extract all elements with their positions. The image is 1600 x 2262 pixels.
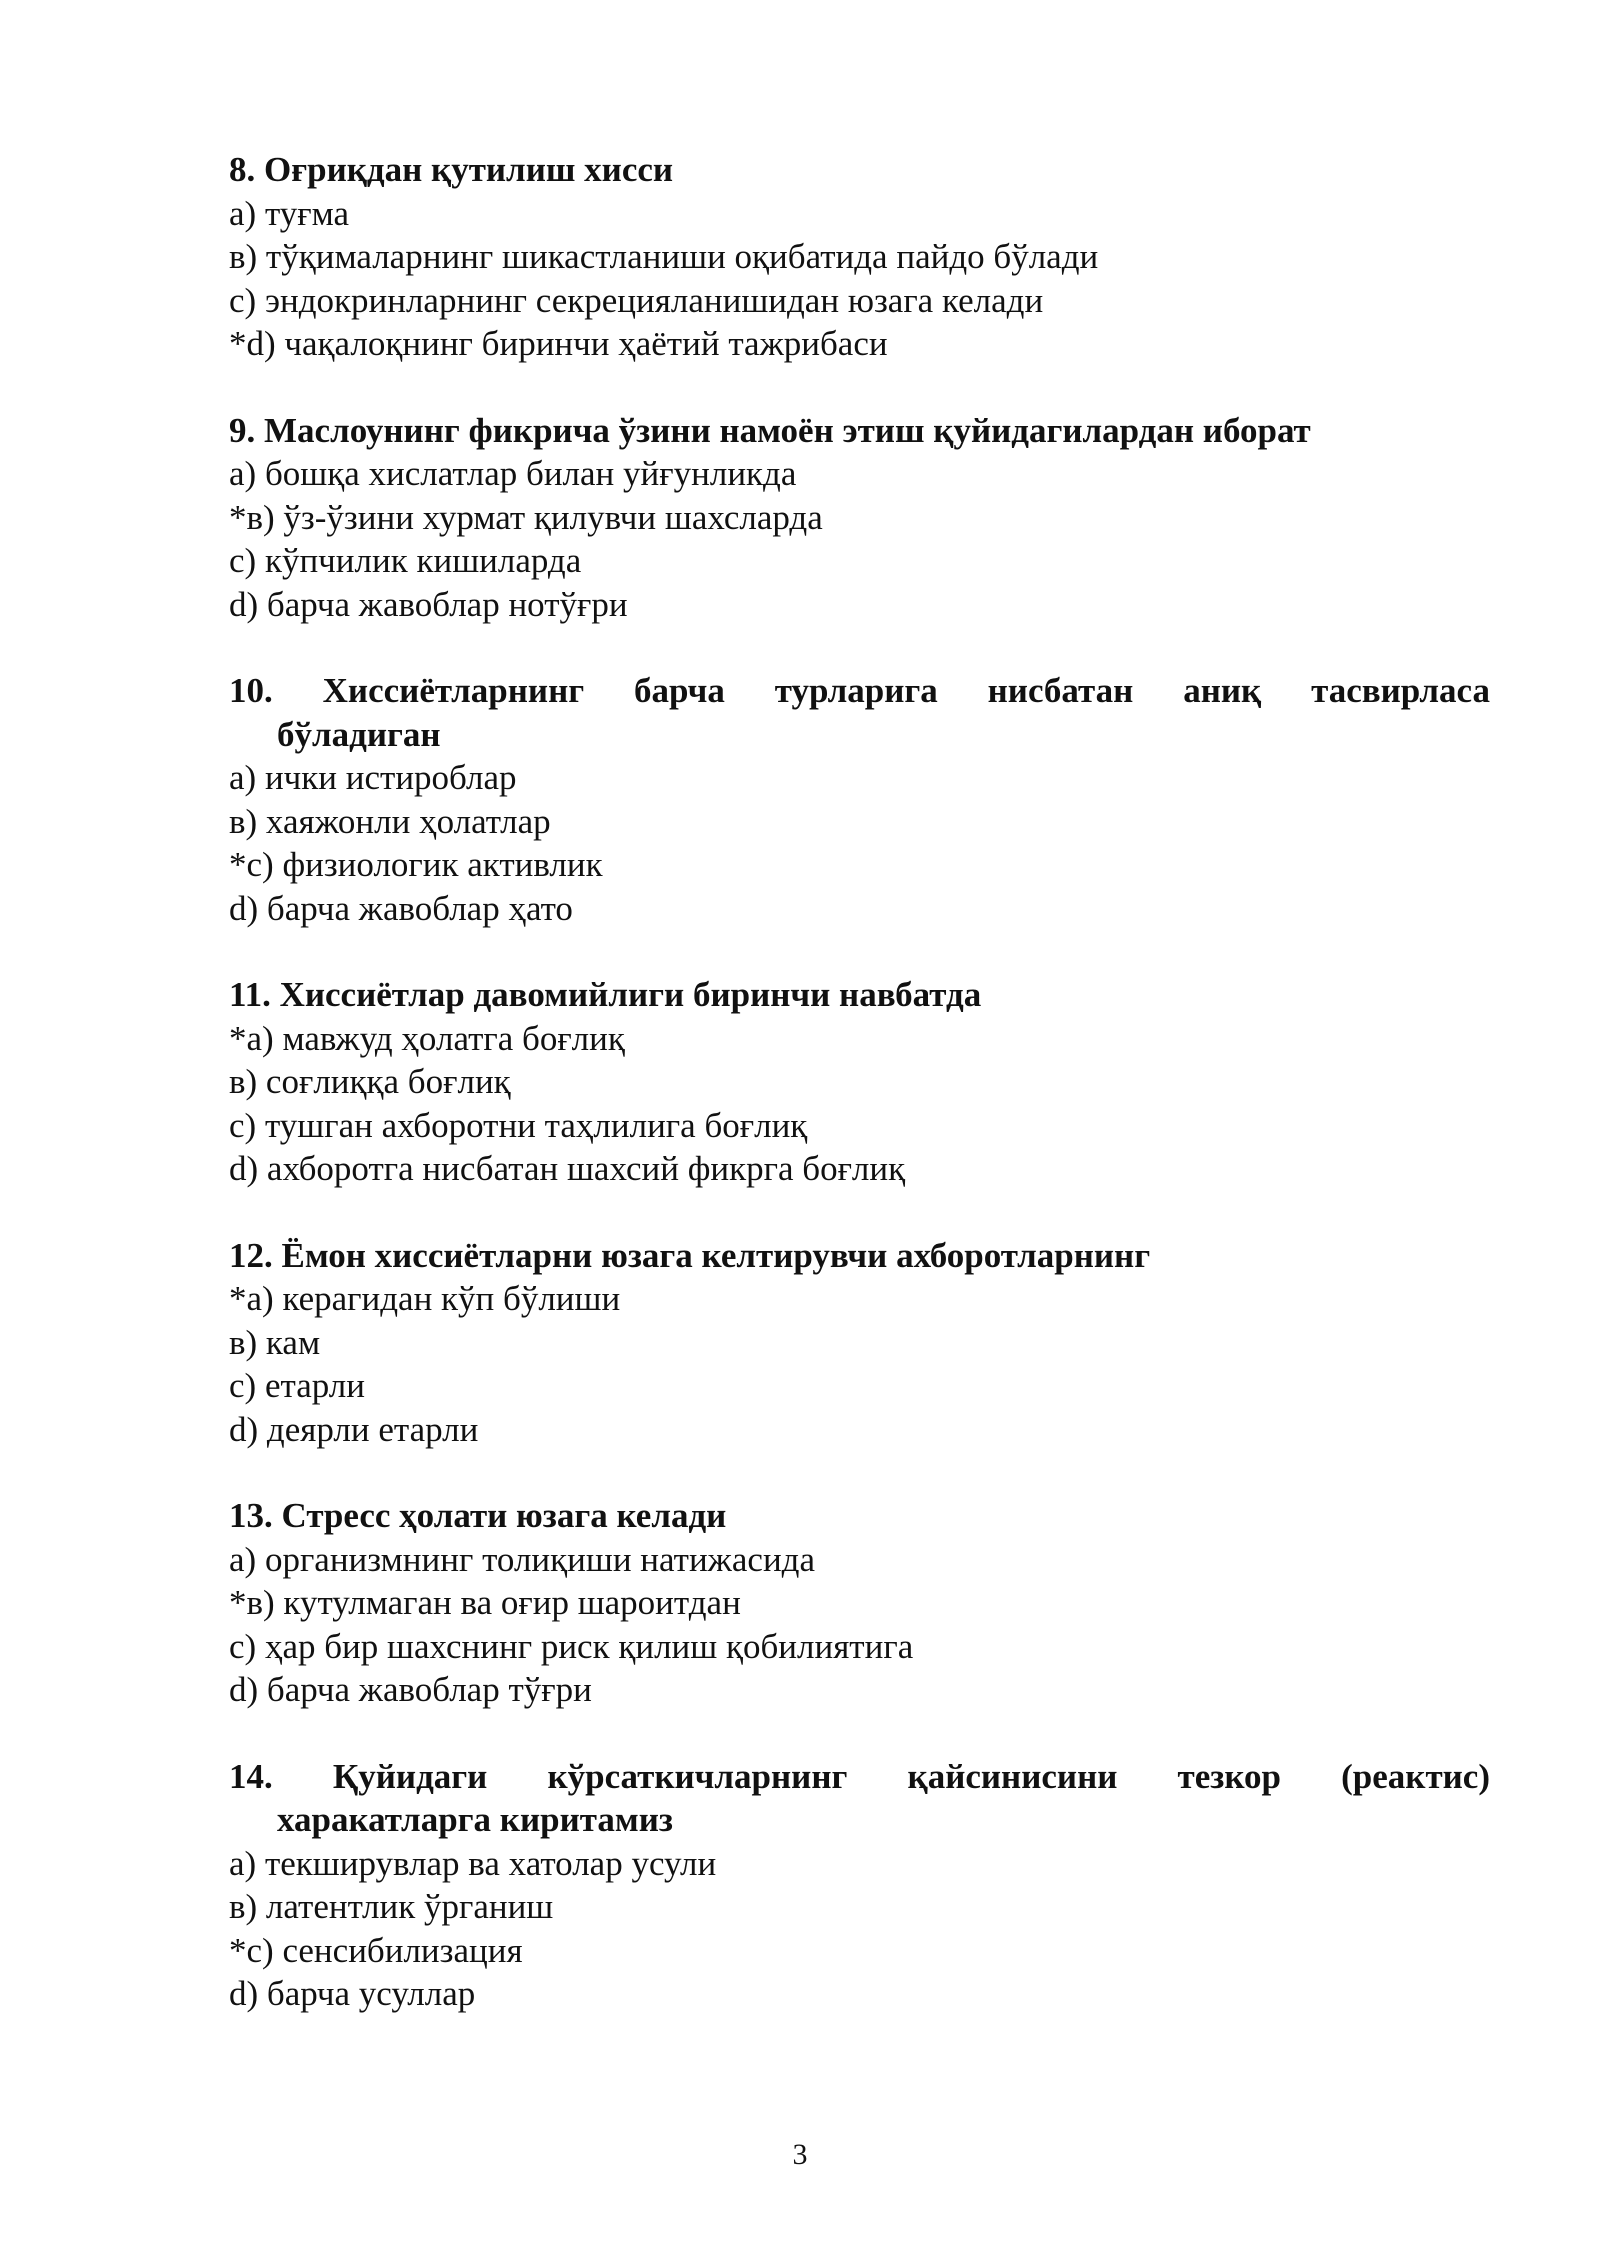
question-title: 13. Стресс ҳолати юзага келади (229, 1496, 727, 1535)
answer-option: а) организмнинг толиқиши натижасида (229, 1539, 816, 1579)
question-14 (229, 1755, 1490, 2016)
answer-option: а) ички истироблар (229, 758, 517, 797)
answer-option: с) тушган ахборотни таҳлилига боғлиқ (229, 1105, 808, 1145)
answer-option: с) ҳар бир шахснинг риск қилиш қобилиятига (229, 1626, 914, 1666)
answer-option: в) тўқималарнинг шикастланиши оқибатида пайдо бўлади (229, 237, 1099, 276)
question-13 (229, 1494, 1490, 1712)
answer-option: d) ахборотга нисбатан шахсий фикрга боғлиқ (229, 1149, 906, 1188)
answer-option-correct: *а) керагидан кўп бўлиши (229, 1279, 621, 1318)
answer-option-correct: *d) чақалоқнинг биринчи ҳаётий тажрибаси (229, 324, 888, 363)
question-title: 11. Хиссиётлар давомийлиги биринчи навбатда (229, 975, 982, 1014)
answer-option: в) латентлик ўрганиш (229, 1887, 554, 1926)
answer-option: d) барча жавоблар ҳато (229, 888, 573, 928)
question-title: 12. Ёмон хиссиётларни юзага келтирувчи ахборотларнинг (229, 1235, 1151, 1275)
answer-option: в) кам (229, 1322, 321, 1362)
answer-option: d) деярли етарли (229, 1409, 479, 1449)
question-title (229, 669, 1490, 756)
question-title-line-2: бўладиган (277, 714, 441, 754)
answer-option-correct: *с) физиологик активлик (229, 845, 603, 884)
page-body (229, 148, 1490, 2059)
question-11 (229, 973, 1490, 1191)
answer-option: в) хаяжонли ҳолатлар (229, 801, 551, 841)
answer-option: d) барча жавоблар тўғри (229, 1670, 592, 1709)
answer-option: а) текширувлар ва хатолар усули (229, 1843, 717, 1883)
answer-option-correct: *с) сенсибилизация (229, 1930, 523, 1970)
answer-option-correct: *в) кутулмаган ва оғир шароитдан (229, 1583, 741, 1622)
answer-option: а) бошқа хислатлар билан уйғунликда (229, 454, 797, 493)
answer-option: d) барча усуллар (229, 1974, 476, 2013)
answer-option: а) туғма (229, 193, 350, 233)
question-title-line-1: 14. Қуйидаги кўрсаткичларнинг қайсинисини тезкор (реактис) (229, 1756, 1490, 1796)
question-10 (229, 669, 1490, 930)
question-title (229, 1755, 1490, 1842)
question-title: 8. Оғриқдан қутилиш хисси (229, 150, 674, 189)
answer-option: d) барча жавоблар нотўғри (229, 584, 628, 624)
question-title-line-2: харакатларга киритамиз (277, 1800, 673, 1839)
answer-option: в) соғлиққа боғлиқ (229, 1062, 511, 1101)
question-9 (229, 409, 1490, 627)
answer-option: с) кўпчилик кишиларда (229, 541, 582, 580)
answer-option: с) етарли (229, 1366, 365, 1405)
answer-option-correct: *в) ўз-ўзини хурмат қилувчи шахсларда (229, 497, 823, 537)
question-8 (229, 148, 1490, 366)
page-number: 3 (792, 2138, 808, 2171)
question-title: 9. Маслоунинг фикрича ўзини намоён этиш қуйидагилардан иборат (229, 410, 1311, 450)
answer-option: с) эндокринларнинг секрецияланишидан юзага келади (229, 280, 1044, 320)
answer-option-correct: *а) мавжуд ҳолатга боғлиқ (229, 1018, 625, 1058)
question-12 (229, 1234, 1490, 1452)
question-title-line-1: 10. Хиссиётларнинг барча турларига нисбатан аниқ тасвирласа (229, 671, 1490, 710)
